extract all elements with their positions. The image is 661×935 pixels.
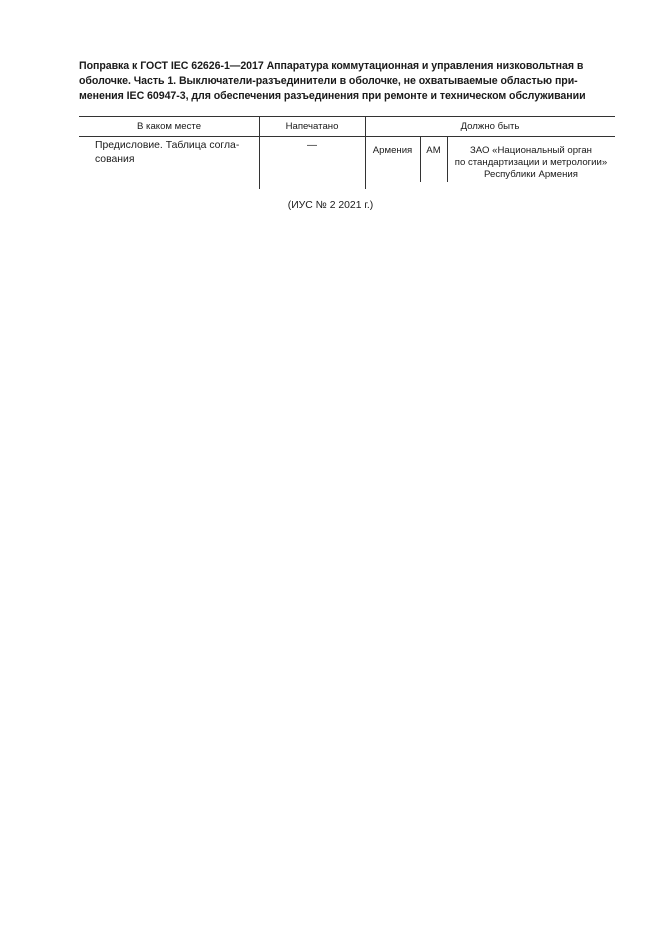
amendment-title <box>79 59 615 104</box>
row-organization <box>447 145 615 181</box>
org-line-2: по стандартизации и метрологии» <box>454 157 608 168</box>
amendment-table <box>79 116 615 189</box>
table-subcol-divider-1 <box>420 136 421 182</box>
ius-reference: (ИУС № 2 2021 г.) <box>287 200 374 211</box>
row-where <box>95 139 255 167</box>
header-printed: Напечатано <box>285 121 339 132</box>
org-line-1: ЗАО «Национальный орган <box>470 145 592 156</box>
table-header-rule <box>79 136 615 137</box>
org-line-3: Республики Армения <box>484 169 578 180</box>
header-where: В каком месте <box>136 121 202 132</box>
row-where-line-1: Предисловие. Таблица согла- <box>95 140 240 151</box>
row-printed: — <box>307 140 317 151</box>
title-line-3: менения IEC 60947-3, для обеспечения разъединения при ремонте и техническом обслуживании <box>79 90 586 102</box>
row-country: Армения <box>372 145 413 156</box>
row-code: AM <box>426 145 441 156</box>
table-top-rule <box>79 116 615 117</box>
header-should-be: Должно быть <box>460 121 520 132</box>
row-where-line-2: сования <box>95 154 135 165</box>
title-line-2: оболочке. Часть 1. Выключатели-разъединители в оболочке, не охватываемые областью при- <box>79 75 578 87</box>
title-line-1: Поправка к ГОСТ IEC 62626-1—2017 Аппаратура коммутационная и управления низковольтная в <box>79 60 584 72</box>
